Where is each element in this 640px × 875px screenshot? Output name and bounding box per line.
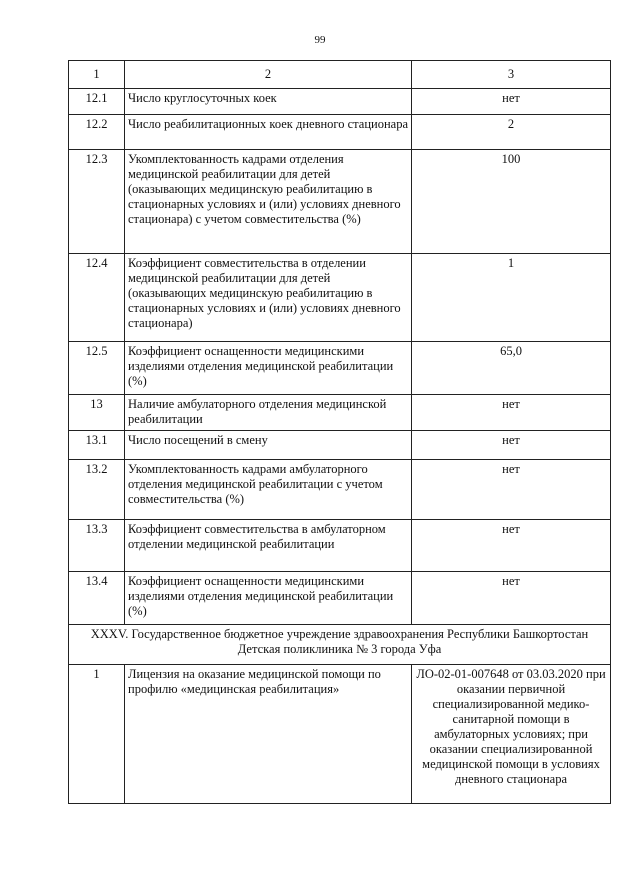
table-row [69,342,611,395]
table-header-row [69,61,611,89]
table-row [69,395,611,431]
row-number: 12.2 [69,115,125,150]
row-value: ЛО-02-01-007648 от 03.03.2020 при оказании первичной специализированной медико-санитарной помощи в амбулаторных условиях; при оказании специализированной медицинской помощи в условиях дневного стационара [412,665,611,804]
row-value: нет [412,431,611,460]
row-number: 12.4 [69,254,125,342]
row-number: 13 [69,395,125,431]
row-indicator: Число посещений в смену [125,431,412,460]
row-indicator: Коэффициент совместительства в отделении медицинской реабилитации для детей (оказывающих медицинскую реабилитацию в стационарных условиях и (или) условиях дневного стационара) [125,254,412,342]
table-row [69,665,611,804]
row-indicator: Коэффициент оснащенности медицинскими изделиями отделения медицинской реабилитации (%) [125,572,412,625]
table-row [69,460,611,520]
table-row [69,520,611,572]
row-value: 65,0 [412,342,611,395]
table-row [69,431,611,460]
row-number: 13.3 [69,520,125,572]
row-indicator: Укомплектованность кадрами отделения медицинской реабилитации для детей (оказывающих медицинскую реабилитацию в стационарных условиях и (или) условиях дневного стационара) с учетом совместительства (%) [125,150,412,254]
row-number: 1 [69,665,125,804]
table-row [69,150,611,254]
section-row [69,625,611,665]
row-number: 12.5 [69,342,125,395]
row-indicator: Число реабилитационных коек дневного стационара [125,115,412,150]
row-value: нет [412,395,611,431]
row-indicator: Коэффициент совместительства в амбулаторном отделении медицинской реабилитации [125,520,412,572]
header-cell-2: 2 [125,61,412,89]
row-value: нет [412,89,611,115]
row-indicator: Наличие амбулаторного отделения медицинской реабилитации [125,395,412,431]
row-indicator: Лицензия на оказание медицинской помощи по профилю «медицинская реабилитация» [125,665,412,804]
section-title: XXXV. Государственное бюджетное учреждение здравоохранения Республики Башкортостан Детская поликлиника № 3 города Уфа [69,625,611,665]
row-value: нет [412,460,611,520]
row-value: нет [412,520,611,572]
row-indicator: Число круглосуточных коек [125,89,412,115]
row-number: 13.2 [69,460,125,520]
row-number: 13.1 [69,431,125,460]
row-value: 100 [412,150,611,254]
rehabilitation-table [68,60,611,804]
row-number: 13.4 [69,572,125,625]
row-value: нет [412,572,611,625]
row-indicator: Укомплектованность кадрами амбулаторного отделения медицинской реабилитации с учетом совместительства (%) [125,460,412,520]
header-cell-1: 1 [69,61,125,89]
row-value: 2 [412,115,611,150]
row-number: 12.3 [69,150,125,254]
row-value: 1 [412,254,611,342]
table-row [69,254,611,342]
row-indicator: Коэффициент оснащенности медицинскими изделиями отделения медицинской реабилитации (%) [125,342,412,395]
table-row [69,572,611,625]
table-row [69,89,611,115]
page-number: 99 [314,34,326,46]
table-row [69,115,611,150]
header-cell-3: 3 [412,61,611,89]
row-number: 12.1 [69,89,125,115]
